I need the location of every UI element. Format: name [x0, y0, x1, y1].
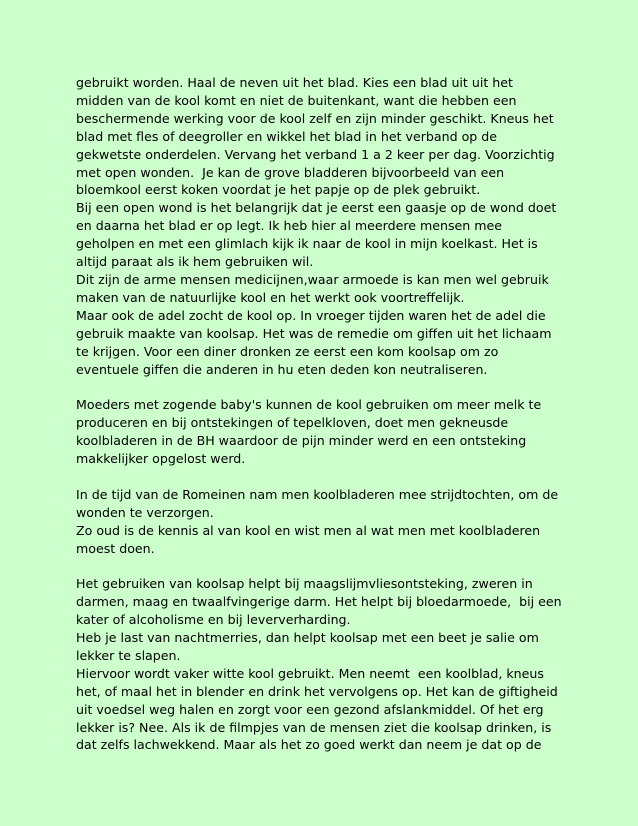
- text-line: Het gebruiken van koolsap helpt bij maagslijmvliesontsteking, zweren in: [76, 576, 533, 592]
- text-line: beschermende werking voor de kool zelf en zijn minder geschikt. Kneus het: [76, 110, 554, 126]
- text-line: koolbladeren in de BH waardoor de pijn minder werd en een ontsteking: [76, 433, 527, 449]
- text-line: lekker is? Nee. Als ik de filmpjes van de mensen ziet die koolsap drinken, is: [76, 719, 552, 735]
- text-line: wonden te verzorgen.: [76, 504, 214, 520]
- text-line: Bij een open wond is het belangrijk dat je eerst een gaasje op de wond doet: [76, 200, 557, 216]
- text-line: gebruik maakte van koolsap. Het was de remedie om giffen uit het lichaam: [76, 325, 552, 341]
- text-line: makkelijker opgelost werd.: [76, 451, 246, 467]
- text-line: lekker te slapen.: [76, 647, 181, 663]
- text-line: dat zelfs lachwekkend. Maar als het zo goed werkt dan neem je dat op de: [76, 737, 542, 753]
- text-line: Dit zijn de arme mensen medicijnen,waar armoede is kan men wel gebruik: [76, 271, 549, 287]
- text-line: moest doen.: [76, 540, 155, 556]
- text-line: geholpen en met een glimlach kijk ik naar de kool in mijn koelkast. Het is: [76, 236, 538, 252]
- text-line: Zo oud is de kennis al van kool en wist men al wat men met koolbladeren: [76, 522, 541, 538]
- text-line: eventuele giffen die anderen in hu eten deden kon neutraliseren.: [76, 361, 488, 377]
- text-line: uit voedsel weg halen en zorgt voor een gezond afslankmiddel. Of het erg: [76, 701, 544, 717]
- text-line: kater of alcoholisme en bij leververharding.: [76, 612, 351, 628]
- text-line: darmen, maag en twaalfvingerige darm. Het helpt bij bloedarmoede, bij een: [76, 594, 562, 610]
- paragraph-spacer: [76, 378, 576, 396]
- text-line: Maar ook de adel zocht de kool op. In vroeger tijden waren het de adel die: [76, 307, 546, 323]
- text-line: het, of maal het in blender en drink het vervolgens op. Het kan de giftigheid: [76, 683, 558, 699]
- paragraph: [76, 486, 576, 558]
- text-line: gekwetste onderdelen. Vervang het verband 1 a 2 keer per dag. Voorzichtig: [76, 146, 555, 162]
- text-line: gebruikt worden. Haal de neven uit het blad. Kies een blad uit uit het: [76, 75, 513, 90]
- text-line: produceren en bij ontstekingen of tepelkloven, doet men gekneusde: [76, 415, 509, 431]
- text-line: blad met fles of deegroller en wikkel het blad in het verband op de: [76, 128, 498, 144]
- text-line: In de tijd van de Romeinen nam men koolbladeren mee strijdtochten, om de: [76, 486, 559, 502]
- text-line: en daarna het blad er op legt. Ik heb hier al meerdere mensen mee: [76, 218, 503, 234]
- text-line: maken van de natuurlijke kool en het werkt ook voortreffelijk.: [76, 289, 465, 305]
- text-line: midden van de kool komt en niet de buitenkant, want die hebben een: [76, 92, 517, 108]
- text-line: bloemkool eerst koken voordat je het papje op de plek gebruikt.: [76, 182, 481, 198]
- text-line: Heb je last van nachtmerries, dan helpt koolsap met een beet je salie om: [76, 630, 539, 646]
- paragraph: [76, 396, 576, 468]
- text-line: te krijgen. Voor een diner dronken ze eerst een kom koolsap om zo: [76, 343, 499, 359]
- text-line: Moeders met zogende baby's kunnen de kool gebruiken om meer melk te: [76, 397, 542, 413]
- paragraph-spacer: [76, 468, 576, 486]
- text-line: met open wonden. Je kan de grove bladderen bijvoorbeeld van een: [76, 164, 505, 180]
- text-line: altijd paraat als ik hem gebruiken wil.: [76, 254, 314, 270]
- paragraph: [76, 575, 576, 754]
- paragraph: [76, 74, 576, 378]
- text-line: Hiervoor wordt vaker witte kool gebruikt. Men neemt een koolblad, kneus: [76, 665, 544, 681]
- document-body: [76, 74, 576, 754]
- paragraph-spacer: [76, 557, 576, 575]
